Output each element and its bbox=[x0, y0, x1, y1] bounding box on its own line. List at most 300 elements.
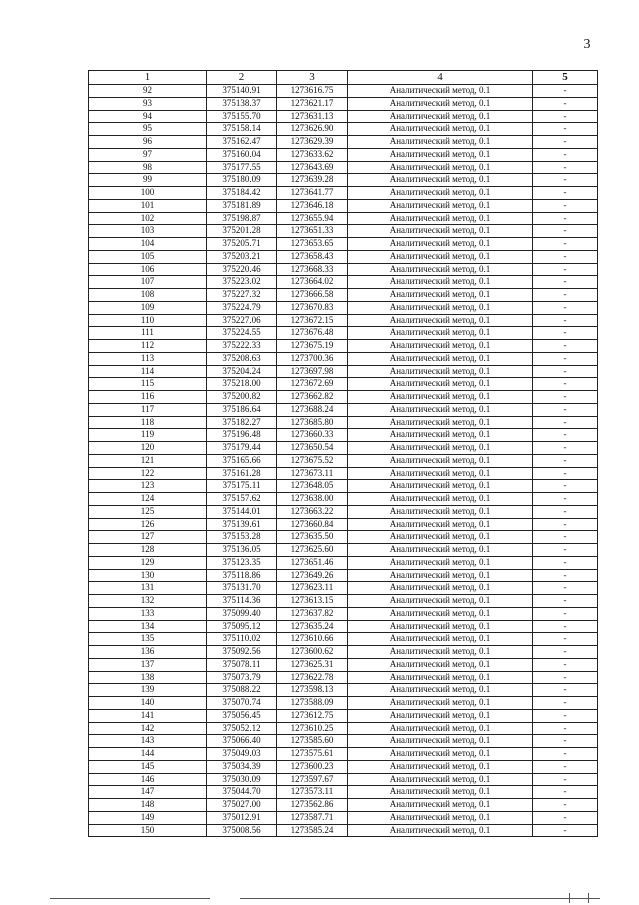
table-row bbox=[89, 493, 598, 506]
cell-point-number: 115 bbox=[89, 378, 207, 391]
cell-description: - bbox=[533, 403, 598, 416]
cell-method: Аналитический метод, 0.1 bbox=[348, 760, 533, 773]
cell-description: - bbox=[533, 607, 598, 620]
table-row bbox=[89, 633, 598, 646]
cell-x-coordinate: 375056.45 bbox=[207, 709, 277, 722]
cell-x-coordinate: 375201.28 bbox=[207, 225, 277, 238]
cell-x-coordinate: 375155.70 bbox=[207, 110, 277, 123]
cell-point-number: 127 bbox=[89, 531, 207, 544]
cell-y-coordinate: 1273668.33 bbox=[277, 263, 348, 276]
cell-x-coordinate: 375140.91 bbox=[207, 85, 277, 98]
cell-point-number: 98 bbox=[89, 161, 207, 174]
table-row bbox=[89, 301, 598, 314]
cell-y-coordinate: 1273662.82 bbox=[277, 391, 348, 404]
cell-x-coordinate: 375030.09 bbox=[207, 773, 277, 786]
cell-method: Аналитический метод, 0.1 bbox=[348, 123, 533, 136]
cell-description: - bbox=[533, 505, 598, 518]
cell-point-number: 145 bbox=[89, 760, 207, 773]
cell-point-number: 96 bbox=[89, 136, 207, 149]
table-row bbox=[89, 123, 598, 136]
table-row bbox=[89, 250, 598, 263]
cell-method: Аналитический метод, 0.1 bbox=[348, 646, 533, 659]
footer-tick-mark bbox=[569, 893, 570, 903]
cell-x-coordinate: 375162.47 bbox=[207, 136, 277, 149]
cell-x-coordinate: 375144.01 bbox=[207, 505, 277, 518]
cell-method: Аналитический метод, 0.1 bbox=[348, 480, 533, 493]
cell-method: Аналитический метод, 0.1 bbox=[348, 161, 533, 174]
table-row bbox=[89, 352, 598, 365]
cell-x-coordinate: 375070.74 bbox=[207, 697, 277, 710]
cell-point-number: 104 bbox=[89, 238, 207, 251]
cell-x-coordinate: 375131.70 bbox=[207, 582, 277, 595]
cell-y-coordinate: 1273675.19 bbox=[277, 340, 348, 353]
cell-method: Аналитический метод, 0.1 bbox=[348, 773, 533, 786]
cell-description: - bbox=[533, 314, 598, 327]
cell-method: Аналитический метод, 0.1 bbox=[348, 263, 533, 276]
cell-description: - bbox=[533, 773, 598, 786]
cell-y-coordinate: 1273600.62 bbox=[277, 646, 348, 659]
cell-y-coordinate: 1273675.52 bbox=[277, 454, 348, 467]
cell-description: - bbox=[533, 658, 598, 671]
table-row bbox=[89, 442, 598, 455]
cell-point-number: 123 bbox=[89, 480, 207, 493]
cell-point-number: 130 bbox=[89, 569, 207, 582]
cell-y-coordinate: 1273641.77 bbox=[277, 187, 348, 200]
table-row bbox=[89, 174, 598, 187]
table-row bbox=[89, 735, 598, 748]
cell-description: - bbox=[533, 556, 598, 569]
cell-x-coordinate: 375078.11 bbox=[207, 658, 277, 671]
table-row bbox=[89, 454, 598, 467]
cell-point-number: 106 bbox=[89, 263, 207, 276]
cell-x-coordinate: 375165.66 bbox=[207, 454, 277, 467]
cell-description: - bbox=[533, 633, 598, 646]
cell-point-number: 140 bbox=[89, 697, 207, 710]
cell-x-coordinate: 375095.12 bbox=[207, 620, 277, 633]
cell-point-number: 129 bbox=[89, 556, 207, 569]
cell-description: - bbox=[533, 391, 598, 404]
cell-x-coordinate: 375114.36 bbox=[207, 595, 277, 608]
cell-method: Аналитический метод, 0.1 bbox=[348, 531, 533, 544]
cell-x-coordinate: 375123.35 bbox=[207, 556, 277, 569]
cell-point-number: 131 bbox=[89, 582, 207, 595]
cell-y-coordinate: 1273638.00 bbox=[277, 493, 348, 506]
cell-y-coordinate: 1273633.62 bbox=[277, 148, 348, 161]
cell-method: Аналитический метод, 0.1 bbox=[348, 824, 533, 837]
cell-description: - bbox=[533, 595, 598, 608]
cell-point-number: 95 bbox=[89, 123, 207, 136]
cell-point-number: 143 bbox=[89, 735, 207, 748]
cell-description: - bbox=[533, 518, 598, 531]
table-row bbox=[89, 824, 598, 837]
cell-method: Аналитический метод, 0.1 bbox=[348, 429, 533, 442]
cell-point-number: 114 bbox=[89, 365, 207, 378]
cell-point-number: 113 bbox=[89, 352, 207, 365]
cell-description: - bbox=[533, 544, 598, 557]
cell-y-coordinate: 1273649.26 bbox=[277, 569, 348, 582]
table-row bbox=[89, 314, 598, 327]
cell-y-coordinate: 1273664.02 bbox=[277, 276, 348, 289]
cell-x-coordinate: 375222.33 bbox=[207, 340, 277, 353]
cell-x-coordinate: 375153.28 bbox=[207, 531, 277, 544]
cell-description: - bbox=[533, 811, 598, 824]
table-row bbox=[89, 544, 598, 557]
cell-point-number: 139 bbox=[89, 684, 207, 697]
cell-method: Аналитический метод, 0.1 bbox=[348, 238, 533, 251]
cell-description: - bbox=[533, 212, 598, 225]
cell-method: Аналитический метод, 0.1 bbox=[348, 467, 533, 480]
cell-y-coordinate: 1273600.23 bbox=[277, 760, 348, 773]
cell-description: - bbox=[533, 709, 598, 722]
cell-x-coordinate: 375012.91 bbox=[207, 811, 277, 824]
cell-method: Аналитический метод, 0.1 bbox=[348, 799, 533, 812]
cell-method: Аналитический метод, 0.1 bbox=[348, 493, 533, 506]
table-row bbox=[89, 391, 598, 404]
cell-point-number: 124 bbox=[89, 493, 207, 506]
cell-method: Аналитический метод, 0.1 bbox=[348, 658, 533, 671]
cell-method: Аналитический метод, 0.1 bbox=[348, 289, 533, 302]
table-row bbox=[89, 110, 598, 123]
cell-x-coordinate: 375138.37 bbox=[207, 97, 277, 110]
cell-y-coordinate: 1273673.11 bbox=[277, 467, 348, 480]
cell-x-coordinate: 375205.71 bbox=[207, 238, 277, 251]
cell-method: Аналитический метод, 0.1 bbox=[348, 556, 533, 569]
cell-description: - bbox=[533, 582, 598, 595]
cell-point-number: 121 bbox=[89, 454, 207, 467]
cell-description: - bbox=[533, 760, 598, 773]
cell-x-coordinate: 375196.48 bbox=[207, 429, 277, 442]
cell-method: Аналитический метод, 0.1 bbox=[348, 403, 533, 416]
cell-method: Аналитический метод, 0.1 bbox=[348, 633, 533, 646]
cell-y-coordinate: 1273588.09 bbox=[277, 697, 348, 710]
cell-method: Аналитический метод, 0.1 bbox=[348, 735, 533, 748]
cell-description: - bbox=[533, 136, 598, 149]
cell-point-number: 142 bbox=[89, 722, 207, 735]
cell-point-number: 101 bbox=[89, 199, 207, 212]
cell-point-number: 93 bbox=[89, 97, 207, 110]
table-row bbox=[89, 620, 598, 633]
cell-method: Аналитический метод, 0.1 bbox=[348, 250, 533, 263]
cell-y-coordinate: 1273622.78 bbox=[277, 671, 348, 684]
cell-method: Аналитический метод, 0.1 bbox=[348, 505, 533, 518]
cell-description: - bbox=[533, 161, 598, 174]
table-row bbox=[89, 378, 598, 391]
cell-x-coordinate: 375118.86 bbox=[207, 569, 277, 582]
cell-point-number: 110 bbox=[89, 314, 207, 327]
cell-x-coordinate: 375180.09 bbox=[207, 174, 277, 187]
cell-x-coordinate: 375182.27 bbox=[207, 416, 277, 429]
cell-description: - bbox=[533, 340, 598, 353]
table-row bbox=[89, 276, 598, 289]
cell-point-number: 116 bbox=[89, 391, 207, 404]
coordinates-table bbox=[88, 70, 598, 837]
table-row bbox=[89, 760, 598, 773]
cell-y-coordinate: 1273637.82 bbox=[277, 607, 348, 620]
cell-y-coordinate: 1273635.50 bbox=[277, 531, 348, 544]
cell-method: Аналитический метод, 0.1 bbox=[348, 709, 533, 722]
table-row bbox=[89, 148, 598, 161]
cell-y-coordinate: 1273700.36 bbox=[277, 352, 348, 365]
cell-description: - bbox=[533, 799, 598, 812]
cell-description: - bbox=[533, 148, 598, 161]
cell-y-coordinate: 1273653.65 bbox=[277, 238, 348, 251]
cell-method: Аналитический метод, 0.1 bbox=[348, 97, 533, 110]
cell-point-number: 122 bbox=[89, 467, 207, 480]
cell-x-coordinate: 375175.11 bbox=[207, 480, 277, 493]
cell-method: Аналитический метод, 0.1 bbox=[348, 340, 533, 353]
table-header-row bbox=[89, 71, 598, 85]
cell-description: - bbox=[533, 123, 598, 136]
table-row bbox=[89, 238, 598, 251]
cell-x-coordinate: 375049.03 bbox=[207, 748, 277, 761]
cell-point-number: 105 bbox=[89, 250, 207, 263]
cell-x-coordinate: 375088.22 bbox=[207, 684, 277, 697]
footer-line-right bbox=[240, 898, 600, 899]
cell-x-coordinate: 375204.24 bbox=[207, 365, 277, 378]
cell-description: - bbox=[533, 301, 598, 314]
cell-description: - bbox=[533, 416, 598, 429]
cell-method: Аналитический метод, 0.1 bbox=[348, 110, 533, 123]
cell-x-coordinate: 375223.02 bbox=[207, 276, 277, 289]
cell-y-coordinate: 1273629.39 bbox=[277, 136, 348, 149]
cell-y-coordinate: 1273646.18 bbox=[277, 199, 348, 212]
cell-y-coordinate: 1273587.71 bbox=[277, 811, 348, 824]
table-row bbox=[89, 480, 598, 493]
cell-point-number: 118 bbox=[89, 416, 207, 429]
cell-description: - bbox=[533, 250, 598, 263]
cell-y-coordinate: 1273597.67 bbox=[277, 773, 348, 786]
cell-description: - bbox=[533, 238, 598, 251]
cell-y-coordinate: 1273660.33 bbox=[277, 429, 348, 442]
cell-description: - bbox=[533, 620, 598, 633]
cell-point-number: 102 bbox=[89, 212, 207, 225]
cell-description: - bbox=[533, 97, 598, 110]
cell-x-coordinate: 375203.21 bbox=[207, 250, 277, 263]
table-row bbox=[89, 416, 598, 429]
cell-x-coordinate: 375008.56 bbox=[207, 824, 277, 837]
cell-description: - bbox=[533, 569, 598, 582]
table-row bbox=[89, 799, 598, 812]
cell-y-coordinate: 1273655.94 bbox=[277, 212, 348, 225]
table-row bbox=[89, 327, 598, 340]
cell-x-coordinate: 375044.70 bbox=[207, 786, 277, 799]
cell-point-number: 147 bbox=[89, 786, 207, 799]
cell-description: - bbox=[533, 276, 598, 289]
cell-method: Аналитический метод, 0.1 bbox=[348, 454, 533, 467]
cell-point-number: 112 bbox=[89, 340, 207, 353]
cell-y-coordinate: 1273562.86 bbox=[277, 799, 348, 812]
table-row bbox=[89, 531, 598, 544]
table-body bbox=[89, 71, 598, 837]
cell-method: Аналитический метод, 0.1 bbox=[348, 697, 533, 710]
cell-x-coordinate: 375184.42 bbox=[207, 187, 277, 200]
cell-description: - bbox=[533, 225, 598, 238]
cell-point-number: 148 bbox=[89, 799, 207, 812]
cell-x-coordinate: 375224.79 bbox=[207, 301, 277, 314]
cell-description: - bbox=[533, 467, 598, 480]
header-cell-x: 2 bbox=[207, 71, 277, 85]
cell-method: Аналитический метод, 0.1 bbox=[348, 352, 533, 365]
cell-point-number: 99 bbox=[89, 174, 207, 187]
cell-method: Аналитический метод, 0.1 bbox=[348, 595, 533, 608]
cell-method: Аналитический метод, 0.1 bbox=[348, 327, 533, 340]
cell-description: - bbox=[533, 174, 598, 187]
table-row bbox=[89, 187, 598, 200]
cell-method: Аналитический метод, 0.1 bbox=[348, 671, 533, 684]
cell-point-number: 136 bbox=[89, 646, 207, 659]
cell-description: - bbox=[533, 85, 598, 98]
cell-method: Аналитический метод, 0.1 bbox=[348, 391, 533, 404]
cell-description: - bbox=[533, 480, 598, 493]
cell-x-coordinate: 375139.61 bbox=[207, 518, 277, 531]
cell-description: - bbox=[533, 697, 598, 710]
cell-x-coordinate: 375160.04 bbox=[207, 148, 277, 161]
cell-description: - bbox=[533, 646, 598, 659]
cell-y-coordinate: 1273610.25 bbox=[277, 722, 348, 735]
cell-method: Аналитический метод, 0.1 bbox=[348, 811, 533, 824]
table-row bbox=[89, 684, 598, 697]
cell-description: - bbox=[533, 327, 598, 340]
cell-description: - bbox=[533, 110, 598, 123]
cell-point-number: 150 bbox=[89, 824, 207, 837]
table-row bbox=[89, 429, 598, 442]
table-row bbox=[89, 225, 598, 238]
cell-y-coordinate: 1273676.48 bbox=[277, 327, 348, 340]
cell-method: Аналитический метод, 0.1 bbox=[348, 187, 533, 200]
header-cell-point: 1 bbox=[89, 71, 207, 85]
cell-y-coordinate: 1273651.46 bbox=[277, 556, 348, 569]
cell-y-coordinate: 1273650.54 bbox=[277, 442, 348, 455]
cell-method: Аналитический метод, 0.1 bbox=[348, 620, 533, 633]
cell-x-coordinate: 375186.64 bbox=[207, 403, 277, 416]
cell-x-coordinate: 375092.56 bbox=[207, 646, 277, 659]
cell-description: - bbox=[533, 199, 598, 212]
cell-description: - bbox=[533, 786, 598, 799]
cell-description: - bbox=[533, 722, 598, 735]
table-row bbox=[89, 199, 598, 212]
cell-method: Аналитический метод, 0.1 bbox=[348, 136, 533, 149]
cell-x-coordinate: 375227.32 bbox=[207, 289, 277, 302]
table-row bbox=[89, 646, 598, 659]
cell-method: Аналитический метод, 0.1 bbox=[348, 786, 533, 799]
cell-point-number: 97 bbox=[89, 148, 207, 161]
cell-point-number: 126 bbox=[89, 518, 207, 531]
cell-point-number: 120 bbox=[89, 442, 207, 455]
cell-y-coordinate: 1273672.15 bbox=[277, 314, 348, 327]
cell-description: - bbox=[533, 378, 598, 391]
cell-point-number: 111 bbox=[89, 327, 207, 340]
cell-point-number: 138 bbox=[89, 671, 207, 684]
cell-y-coordinate: 1273626.90 bbox=[277, 123, 348, 136]
cell-description: - bbox=[533, 263, 598, 276]
cell-y-coordinate: 1273660.84 bbox=[277, 518, 348, 531]
table-row bbox=[89, 97, 598, 110]
cell-x-coordinate: 375066.40 bbox=[207, 735, 277, 748]
cell-y-coordinate: 1273616.75 bbox=[277, 85, 348, 98]
cell-y-coordinate: 1273621.17 bbox=[277, 97, 348, 110]
cell-point-number: 103 bbox=[89, 225, 207, 238]
cell-y-coordinate: 1273670.83 bbox=[277, 301, 348, 314]
cell-x-coordinate: 375177.55 bbox=[207, 161, 277, 174]
table-row bbox=[89, 569, 598, 582]
cell-x-coordinate: 375110.02 bbox=[207, 633, 277, 646]
cell-y-coordinate: 1273612.75 bbox=[277, 709, 348, 722]
header-cell-description: 5 bbox=[533, 71, 598, 85]
table-row bbox=[89, 607, 598, 620]
cell-point-number: 135 bbox=[89, 633, 207, 646]
cell-y-coordinate: 1273610.66 bbox=[277, 633, 348, 646]
cell-x-coordinate: 375181.89 bbox=[207, 199, 277, 212]
cell-point-number: 92 bbox=[89, 85, 207, 98]
cell-point-number: 100 bbox=[89, 187, 207, 200]
page-number: 3 bbox=[583, 37, 591, 52]
cell-y-coordinate: 1273635.24 bbox=[277, 620, 348, 633]
cell-method: Аналитический метод, 0.1 bbox=[348, 85, 533, 98]
cell-y-coordinate: 1273663.22 bbox=[277, 505, 348, 518]
cell-description: - bbox=[533, 352, 598, 365]
table-row bbox=[89, 697, 598, 710]
table-row bbox=[89, 786, 598, 799]
cell-y-coordinate: 1273625.31 bbox=[277, 658, 348, 671]
table-row bbox=[89, 263, 598, 276]
cell-point-number: 125 bbox=[89, 505, 207, 518]
cell-method: Аналитический метод, 0.1 bbox=[348, 276, 533, 289]
table-row bbox=[89, 811, 598, 824]
cell-method: Аналитический метод, 0.1 bbox=[348, 748, 533, 761]
cell-method: Аналитический метод, 0.1 bbox=[348, 684, 533, 697]
table-row bbox=[89, 161, 598, 174]
table-row bbox=[89, 722, 598, 735]
table-row bbox=[89, 365, 598, 378]
cell-x-coordinate: 375157.62 bbox=[207, 493, 277, 506]
cell-method: Аналитический метод, 0.1 bbox=[348, 378, 533, 391]
cell-x-coordinate: 375161.28 bbox=[207, 467, 277, 480]
table-row bbox=[89, 671, 598, 684]
table-row bbox=[89, 505, 598, 518]
cell-point-number: 94 bbox=[89, 110, 207, 123]
cell-method: Аналитический метод, 0.1 bbox=[348, 569, 533, 582]
table-row bbox=[89, 467, 598, 480]
cell-description: - bbox=[533, 493, 598, 506]
cell-point-number: 134 bbox=[89, 620, 207, 633]
table-row bbox=[89, 658, 598, 671]
cell-point-number: 108 bbox=[89, 289, 207, 302]
table-row bbox=[89, 748, 598, 761]
cell-point-number: 141 bbox=[89, 709, 207, 722]
cell-method: Аналитический метод, 0.1 bbox=[348, 544, 533, 557]
cell-y-coordinate: 1273585.60 bbox=[277, 735, 348, 748]
cell-point-number: 146 bbox=[89, 773, 207, 786]
cell-y-coordinate: 1273623.11 bbox=[277, 582, 348, 595]
cell-method: Аналитический метод, 0.1 bbox=[348, 365, 533, 378]
cell-y-coordinate: 1273625.60 bbox=[277, 544, 348, 557]
cell-method: Аналитический метод, 0.1 bbox=[348, 314, 533, 327]
table-row bbox=[89, 595, 598, 608]
header-cell-method: 4 bbox=[348, 71, 533, 85]
cell-x-coordinate: 375220.46 bbox=[207, 263, 277, 276]
cell-y-coordinate: 1273575.61 bbox=[277, 748, 348, 761]
cell-point-number: 144 bbox=[89, 748, 207, 761]
cell-y-coordinate: 1273573.11 bbox=[277, 786, 348, 799]
cell-y-coordinate: 1273613.15 bbox=[277, 595, 348, 608]
cell-description: - bbox=[533, 429, 598, 442]
cell-y-coordinate: 1273598.13 bbox=[277, 684, 348, 697]
cell-description: - bbox=[533, 671, 598, 684]
cell-x-coordinate: 375179.44 bbox=[207, 442, 277, 455]
cell-method: Аналитический метод, 0.1 bbox=[348, 212, 533, 225]
cell-description: - bbox=[533, 684, 598, 697]
cell-y-coordinate: 1273688.24 bbox=[277, 403, 348, 416]
